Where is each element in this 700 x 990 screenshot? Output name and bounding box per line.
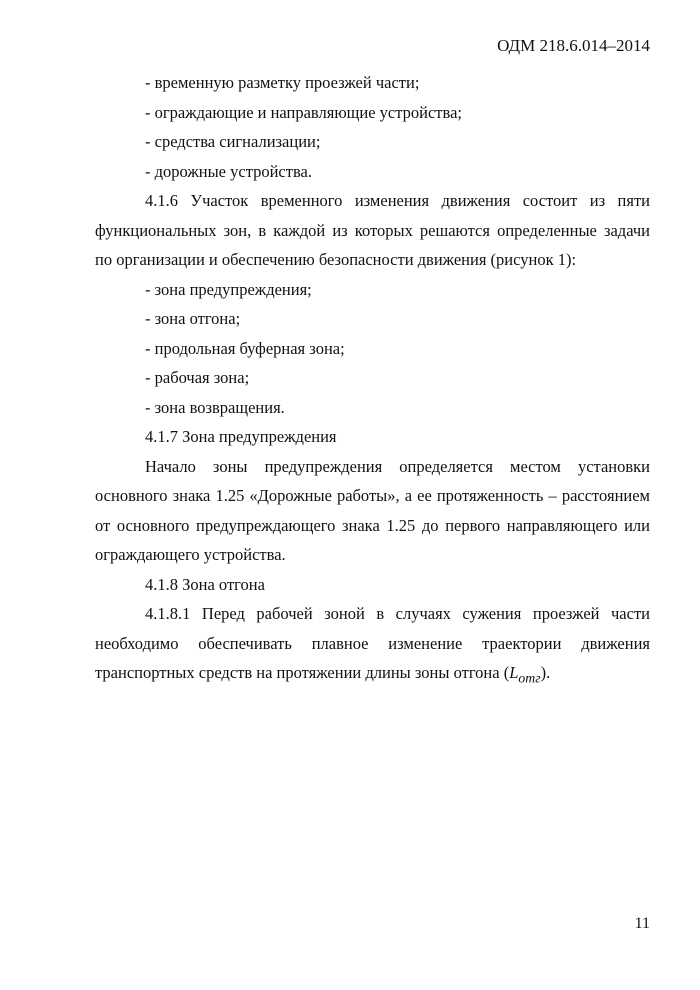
paragraph-line: ограждающего устройства.: [95, 545, 286, 564]
list-item: - зона возвращения.: [145, 397, 285, 417]
paragraph-line: Начало зоны предупреждения определяется местом установки: [145, 456, 650, 476]
page-body: [95, 68, 650, 693]
page-number: 11: [634, 915, 650, 932]
document-code-header: ОДМ 218.6.014–2014: [497, 36, 650, 55]
zones-list: [95, 275, 650, 423]
symbol-subscript: отг: [518, 670, 541, 686]
symbol-L: L: [509, 663, 519, 682]
paragraph-line: необходимо обеспечивать плавное изменение траектории движения: [95, 633, 650, 653]
list-item: - зона предупреждения;: [145, 279, 312, 299]
paragraph-line: основного знака 1.25 «Дорожные работы», а ее протяженность – расстоянием: [95, 486, 650, 505]
equipment-list: [95, 68, 650, 186]
list-item: - дорожные устройства.: [145, 161, 312, 181]
paragraph-text-end: ).: [540, 663, 551, 682]
paragraph-text: транспортных средств на протяжении длины зоны отгона (: [95, 663, 510, 682]
list-item: - продольная буферная зона;: [145, 338, 345, 358]
paragraph-4-1-8-1: [95, 599, 650, 693]
section-heading-4-1-7: 4.1.7 Зона предупреждения: [145, 427, 337, 446]
list-item: - рабочая зона;: [145, 368, 250, 387]
paragraph-line: 4.1.8.1 Перед рабочей зоной в случаях сужения проезжей части: [145, 604, 650, 623]
paragraph-line: функциональных зон, в каждой из которых решаются определенные задачи: [95, 220, 650, 240]
list-item: - зона отгона;: [145, 309, 241, 328]
section-heading-4-1-8: 4.1.8 Зона отгона: [145, 574, 265, 594]
list-item: - временную разметку проезжей части;: [145, 73, 420, 92]
paragraph-line: от основного предупреждающего знака 1.25 до первого направляющего или: [95, 515, 650, 535]
paragraph-line: 4.1.6 Участок временного изменения движения состоит из пяти: [145, 191, 650, 210]
paragraph-line: по организации и обеспечению безопасности движения (рисунок 1):: [95, 250, 577, 269]
paragraph-line-last: [95, 658, 650, 693]
paragraph-4-1-7: [95, 452, 650, 570]
list-item: - средства сигнализации;: [145, 132, 321, 151]
paragraph-4-1-6: [95, 186, 650, 275]
list-item: - ограждающие и направляющие устройства;: [145, 102, 462, 122]
